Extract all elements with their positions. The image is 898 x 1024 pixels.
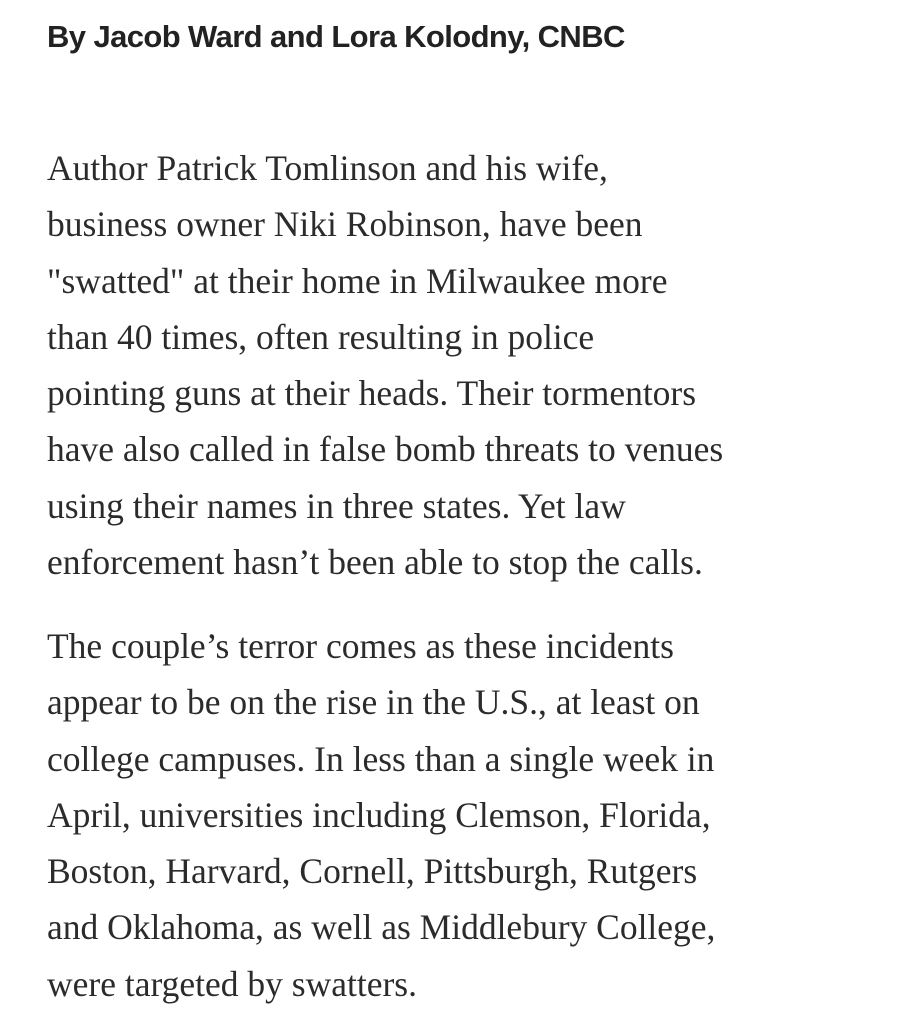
paragraph-line: appear to be on the rise in the U.S., at least on bbox=[47, 682, 700, 723]
article-paragraph-1 bbox=[47, 140, 723, 590]
article bbox=[47, 14, 867, 1004]
paragraph-line: and Oklahoma, as well as Middlebury College, bbox=[47, 907, 716, 948]
paragraph-line: pointing guns at their heads. Their tormentors bbox=[47, 373, 697, 414]
paragraph-line: "swatted" at their home in Milwaukee more bbox=[47, 260, 668, 301]
paragraph-line: have also called in false bomb threats to venues bbox=[47, 429, 724, 470]
paragraph-line: April, universities including Clemson, Florida, bbox=[47, 794, 711, 835]
paragraph-line: were targeted by swatters. bbox=[47, 963, 417, 1004]
article-paragraph-2 bbox=[47, 618, 715, 1012]
paragraph-line: college campuses. In less than a single week in bbox=[47, 738, 715, 779]
paragraph-line: enforcement hasn’t been able to stop the calls. bbox=[47, 542, 703, 583]
paragraph-line: Author Patrick Tomlinson and his wife, bbox=[47, 148, 608, 188]
byline: By Jacob Ward and Lora Kolodny, CNBC bbox=[47, 19, 625, 54]
paragraph-line: business owner Niki Robinson, have been bbox=[47, 204, 643, 245]
paragraph-line: Boston, Harvard, Cornell, Pittsburgh, Rutgers bbox=[47, 851, 698, 892]
paragraph-line: than 40 times, often resulting in police bbox=[47, 316, 595, 357]
paragraph-line: The couple’s terror comes as these incidents bbox=[47, 626, 674, 666]
paragraph-line: using their names in three states. Yet law bbox=[47, 485, 626, 526]
